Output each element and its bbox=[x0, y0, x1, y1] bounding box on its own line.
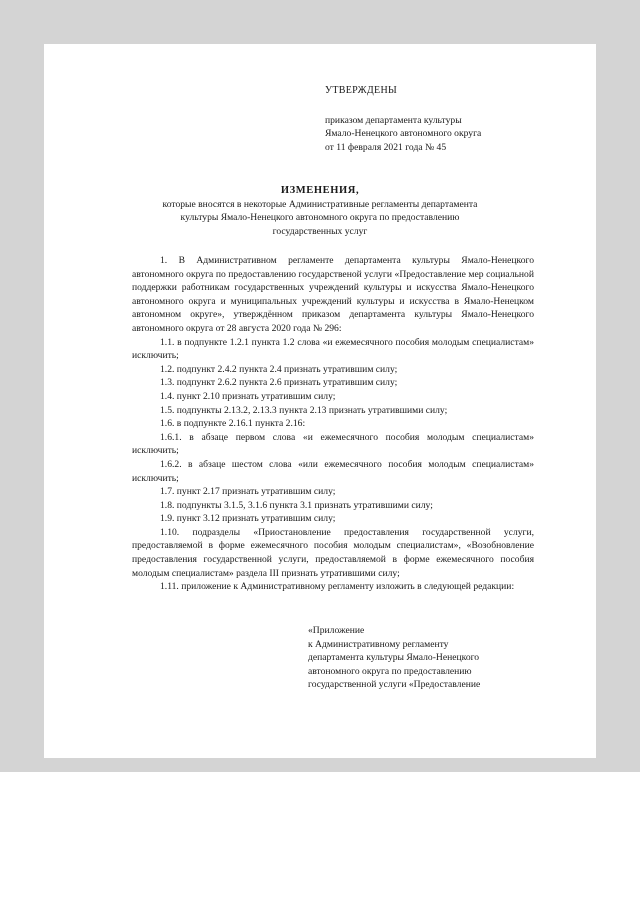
approval-block bbox=[325, 84, 481, 154]
body-paragraph: 1.3. подпункт 2.6.2 пункта 2.6 признать утратившим силу; bbox=[160, 377, 398, 389]
approval-title: УТВЕРЖДЕНЫ bbox=[325, 85, 398, 96]
appendix-line: департамента культуры Ямало-Ненецкого bbox=[308, 652, 480, 664]
body-paragraph: 1.5. подпункты 2.13.2, 2.13.3 пункта 2.13 признать утратившими силу; bbox=[160, 404, 448, 416]
appendix-line: «Приложение bbox=[308, 625, 365, 636]
document-heading bbox=[44, 184, 596, 238]
document-page bbox=[44, 44, 596, 758]
heading-subtitle-line: государственных услуг bbox=[272, 225, 368, 237]
body-paragraph: 1.2. подпункт 2.4.2 пункта 2.4 признать утратившим силу; bbox=[160, 363, 398, 375]
approval-line: Ямало-Ненецкого автономного округа bbox=[325, 128, 482, 140]
approval-line: от 11 февраля 2021 года № 45 bbox=[325, 141, 447, 153]
appendix-line: государственной услуги «Предоставление bbox=[308, 679, 481, 691]
body-paragraph: 1.6.1. в абзаце первом слова «и ежемесячного пособия молодым специалистам» исключить; bbox=[132, 431, 534, 457]
body-paragraph: 1.7. пункт 2.17 признать утратившим силу; bbox=[160, 486, 336, 498]
appendix-line: автономного округа по предоставлению bbox=[308, 665, 472, 677]
body-paragraph: 1. В Административном регламенте департамента культуры Ямало-Ненецкого автономного округа по предоставлению государственой услуги «Предоставление мер социальной поддержки работникам государственных учреждений культуры и искусства Ямало-Ненецкого автономного округа и муниципальных учреждений культуры и искусства в Ямало-Ненецком автономном округе», утверждённом приказом департамента культуры Ямало-Ненецкого автономного округа от 28 августа 2020 года № 296: bbox=[132, 255, 534, 334]
body-paragraph: 1.10. подразделы «Приостановление предоставления государственной услуги, предоставляемой в форме ежемесячного пособия молодым специалистам», «Возобновление предоставления государственной услуги, предоставляемой в форме ежемесячного пособия молодым специалистам» раздела III признать утратившими силу; bbox=[132, 526, 534, 579]
appendix-header bbox=[308, 624, 548, 692]
heading-title: ИЗМЕНЕНИЯ, bbox=[280, 185, 360, 196]
body-paragraph: 1.4. пункт 2.10 признать утратившим силу; bbox=[160, 390, 336, 402]
heading-subtitle-line: которые вносятся в некоторые Административные регламенты департамента bbox=[162, 198, 478, 210]
heading-subtitle-line: культуры Ямало-Ненецкого автономного округа по предоставлению bbox=[180, 212, 460, 224]
body-paragraph: 1.8. подпункты 3.1.5, 3.1.6 пункта 3.1 признать утратившими силу; bbox=[160, 499, 433, 511]
body-paragraph: 1.11. приложение к Административному регламенту изложить в следующей редакции: bbox=[160, 581, 515, 593]
body-paragraph: 1.6. в подпункте 2.16.1 пункта 2.16: bbox=[160, 418, 306, 430]
body-paragraph: 1.1. в подпункте 1.2.1 пункта 1.2 слова «и ежемесячного пособия молодым специалистам» исключить; bbox=[132, 336, 534, 362]
approval-line: приказом департамента культуры bbox=[325, 114, 462, 126]
body-paragraph: 1.6.2. в абзаце шестом слова «или ежемесячного пособия молодым специалистам» исключить; bbox=[132, 458, 534, 484]
appendix-line: к Административному регламенту bbox=[308, 638, 449, 650]
document-body bbox=[132, 254, 534, 594]
body-paragraph: 1.9. пункт 3.12 признать утратившим силу; bbox=[160, 513, 336, 525]
